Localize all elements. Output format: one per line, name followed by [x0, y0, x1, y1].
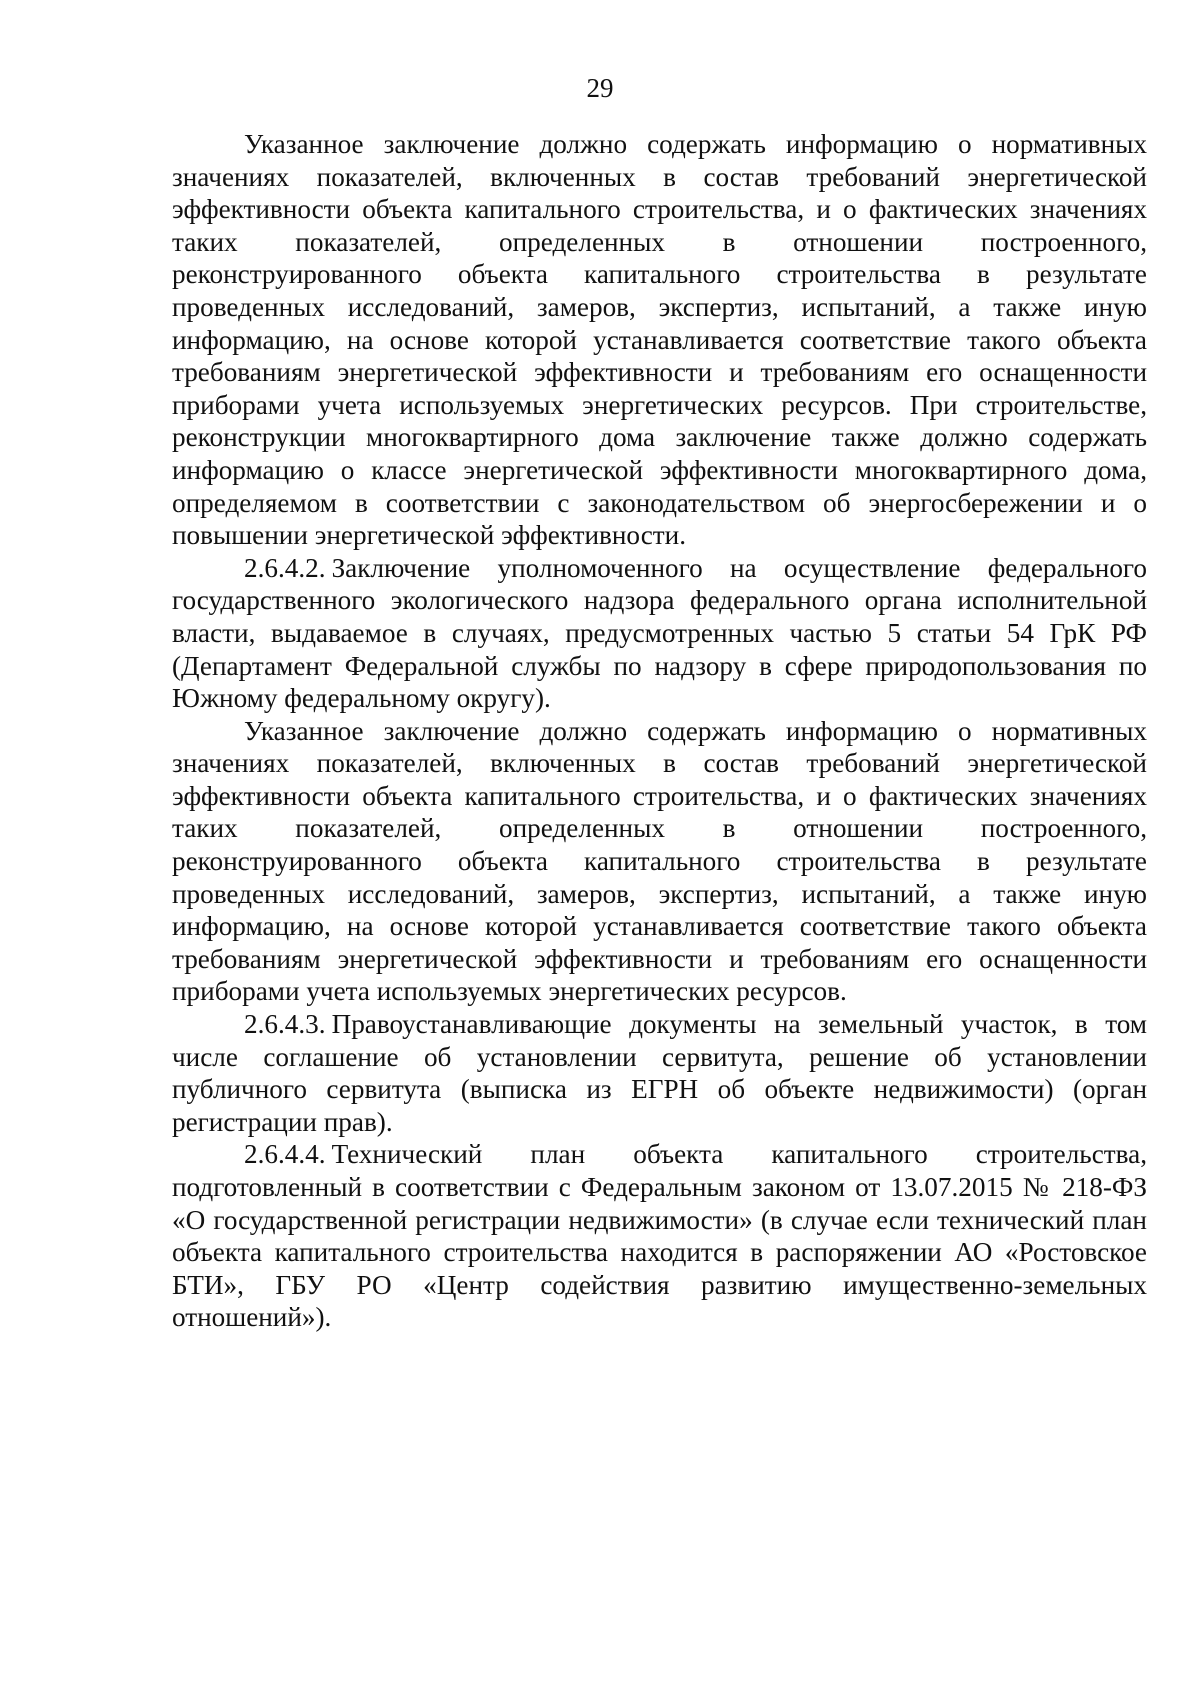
paragraph-text: Указанное заключение должно содержать информацию о нормативных значениях показателей, включенных в состав требований энергетической эффективности объекта капитального строительства, и о фактических значениях таких показателей, определенных в отношении построенного, реконструированного объекта капитального строительства в результате проведенных исследований, замеров, экспертиз, испытаний, а также иную информацию, на основе которой устанавливается соответствие такого объекта требованиям энергетической эффективности и требованиям его оснащенности приборами учета используемых энергетических ресурсов. При строительстве, реконструкции многоквартирного дома заключение также должно содержать информацию о классе энергетической эффективности многоквартирного дома, определяемом в соответствии с законодательством об энергосбережении и о повышении энергетической эффективности.: [172, 129, 1147, 551]
paragraph-energy-efficiency-conclusion: [172, 128, 1147, 552]
paragraph-2-6-4-3: [172, 1008, 1147, 1138]
paragraph-text: Заключение уполномоченного на осуществление федерального государственного экологического надзора федерального органа исполнительной власти, выдаваемое в случаях, предусмотренных частью 5 статьи 54 ГрК РФ (Департамент Федеральной службы по надзору в сфере природопользования по Южному федеральному округу).: [172, 552, 1147, 714]
page-number: 29: [586, 73, 614, 103]
paragraph-number: 2.6.4.4.: [244, 1139, 326, 1170]
paragraph-text: Правоустанавливающие документы на земельный участок, в том числе соглашение об установлении сервитута, решение об установлении публичного сервитута (выписка из ЕГРН об объекте недвижимости) (орган регистрации прав).: [172, 1009, 1147, 1137]
paragraph-2-6-4-4: [172, 1138, 1147, 1334]
paragraph-text: Указанное заключение должно содержать информацию о нормативных значениях показателей, включенных в состав требований энергетической эффективности объекта капитального строительства, и о фактических значениях таких показателей, определенных в отношении построенного, реконструированного объекта капитального строительства в результате проведенных исследований, замеров, экспертиз, испытаний, а также иную информацию, на основе которой устанавливается соответствие такого объекта требованиям энергетической эффективности и требованиям его оснащенности приборами учета используемых энергетических ресурсов.: [172, 715, 1147, 1007]
paragraph-number: 2.6.4.3.: [244, 1009, 326, 1040]
document-body: [172, 128, 1147, 1334]
paragraph-number: 2.6.4.2.: [244, 552, 326, 583]
paragraph-energy-efficiency-conclusion-repeat: [172, 715, 1147, 1008]
paragraph-2-6-4-2: [172, 552, 1147, 715]
paragraph-text: Технический план объекта капитального строительства, подготовленный в соответствии с Федеральным законом от 13.07.2015 № 218-ФЗ «О государственной регистрации недвижимости» (в случае если технический план объекта капитального строительства находится в распоряжении АО «Ростовское БТИ», ГБУ РО «Центр содействия развитию имущественно-земельных отношений»).: [172, 1139, 1147, 1333]
